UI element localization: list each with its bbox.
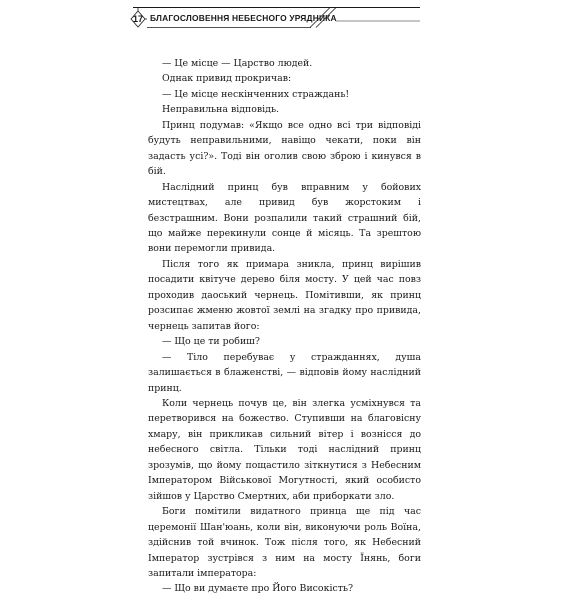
paragraph: — Це місце — Царство людей.	[162, 58, 313, 69]
paragraph: Наслідний принц був вправним у бойових мистецтвах, але привид був жорстоким і безстрашним. Вони розпалили такий страшний бій, що майже перекинули сонце й місяць. Та зрештою вони перемогли привида.	[148, 181, 421, 255]
page-number: 17	[132, 14, 143, 24]
paragraph: — Це місце нескінченних страждань!	[162, 88, 350, 100]
paragraph: Коли чернець почув це, він злегка усміхнувся та перетворився на божество. Ступивши на благовісну хмару, він прикликав сильний вітер і вознісся до небесного світла. Тільки тоді наслідний принц зрозумів, що йому пощастило зіткнутися з Небесним Імператором Військової Могутності, який особисто зійшов у Царство Смертних, аби приборкати зло.	[148, 397, 421, 502]
paragraph: Принц подумав: «Якщо все одно всі три відповіді будуть неправильними, навіщо чекати, поки він задасть усі?». Тоді він оголив свою зброю і кинувся в бій.	[148, 119, 421, 178]
body-text	[148, 56, 421, 597]
paragraph: Боги помітили видатного принца ще під час церемонії Шан'юань, коли він, виконуючи роль Воїна, здійснив той вчинок. Тож після того, як Небесний Імператор зустрівся з ним на мосту Їнянь, боги запитали імператора:	[148, 506, 421, 579]
paragraph: — Що це ти робиш?	[162, 336, 260, 348]
paragraph: Після того як примара зникла, принц вирішив посадити квітуче дерево біля мосту. У цей час повз проходив даоський чернець. Помітивши, як принц розсипає жменю жовтої землі на згадку про привида, чернець запитав його:	[148, 258, 421, 332]
paragraph: — Тіло перебуває у стражданнях, душа залишається в блаженстві, — відповів йому наслідний принц.	[148, 351, 421, 394]
paragraph: Однак привид прокричав:	[162, 73, 292, 85]
running-title: БЛАГОСЛОВЕННЯ НЕБЕСНОГО УРЯДНИКА	[150, 13, 337, 23]
page-header	[0, 0, 564, 40]
paragraph: Неправильна відповідь.	[162, 104, 280, 116]
paragraph: — Що ви думаєте про Його Високість?	[162, 583, 354, 595]
